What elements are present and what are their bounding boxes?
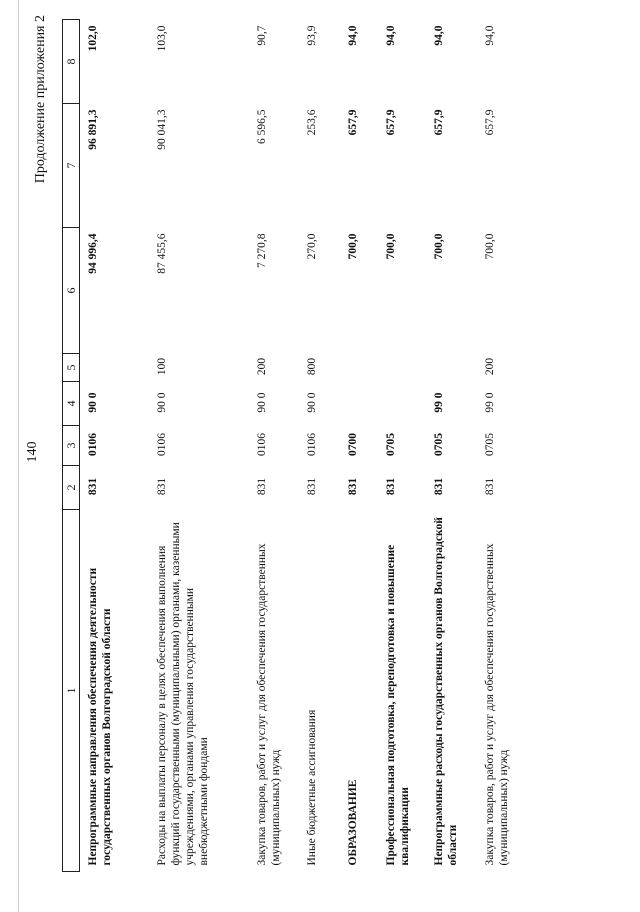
row-name: ОБРАЗОВАНИЕ xyxy=(347,779,359,866)
value-col6: 7 270,8 xyxy=(256,233,268,268)
ved-code: 831 xyxy=(347,477,359,496)
section-code: 0106 xyxy=(306,433,318,456)
target-code xyxy=(340,382,378,426)
page-number: 140 xyxy=(25,441,40,463)
header-cell: 5 xyxy=(63,354,80,382)
section-code: 0705 xyxy=(484,433,496,456)
row-name: Закупка товаров, работ и услуг для обеспечения государственных (муниципальных) нужд xyxy=(484,543,511,866)
expense-type-code xyxy=(80,354,150,382)
value-col6: 700,0 xyxy=(347,233,359,260)
value-col8: 94,0 xyxy=(385,25,397,46)
ved-code: 831 xyxy=(484,477,496,496)
expense-type-code xyxy=(378,354,426,382)
target-code xyxy=(378,382,426,426)
ved-code: 831 xyxy=(433,477,445,496)
header-cell: 6 xyxy=(63,228,80,354)
ved-code: 831 xyxy=(306,477,318,496)
value-col8: 93,9 xyxy=(306,25,318,46)
target-code: 90 0 xyxy=(306,392,318,413)
row-name: Профессиональная подготовка, переподготовка и повышение квалификации xyxy=(385,544,412,866)
value-col8: 90,7 xyxy=(256,25,268,46)
target-code: 90 0 xyxy=(87,392,99,413)
ved-code: 831 xyxy=(256,477,268,496)
row-name: Закупка товаров, работ и услуг для обеспечения государственных (муниципальных) нужд xyxy=(256,543,283,866)
target-code: 99 0 xyxy=(484,392,496,413)
value-col8: 94,0 xyxy=(347,25,359,46)
expense-type-code xyxy=(340,354,378,382)
value-col7: 657,9 xyxy=(484,109,496,136)
value-col6: 94 996,4 xyxy=(87,233,99,274)
expense-type-code: 200 xyxy=(484,357,496,376)
header-cell: 3 xyxy=(63,426,80,466)
table-row xyxy=(149,20,249,872)
value-col7: 657,9 xyxy=(347,109,359,136)
budget-table xyxy=(62,19,527,872)
header-cell: 2 xyxy=(63,466,80,510)
value-col8: 94,0 xyxy=(433,25,445,46)
value-col7: 96 891,3 xyxy=(87,109,99,150)
row-name: Иные бюджетные ассигнования xyxy=(306,709,318,866)
value-col6: 700,0 xyxy=(385,233,397,260)
ved-code: 831 xyxy=(385,477,397,496)
expense-type-code: 200 xyxy=(256,357,268,376)
ved-code: 831 xyxy=(87,477,99,496)
value-col7: 90 041,3 xyxy=(156,109,168,150)
value-col8: 94,0 xyxy=(484,25,496,46)
row-name: Расходы на выплаты персоналу в целях обеспечения выполнения функций государственными (муниципальными) органами, казенными учреждениями, органами управления государственными внебюджетными фондами xyxy=(156,522,211,866)
value-col6: 87 455,6 xyxy=(156,233,168,274)
section-code: 0106 xyxy=(156,433,168,456)
header-cell: 7 xyxy=(63,104,80,228)
value-col7: 253,6 xyxy=(306,109,318,136)
value-col7: 6 596,5 xyxy=(256,109,268,144)
section-code: 0705 xyxy=(385,433,397,456)
header-cell: 4 xyxy=(63,382,80,426)
ved-code: 831 xyxy=(156,477,168,496)
row-name: Непрограммные направления обеспечения деятельности государственных органов Волгоградской области xyxy=(87,567,114,866)
target-code: 90 0 xyxy=(156,392,168,413)
value-col8: 103,0 xyxy=(156,25,168,52)
expense-type-code xyxy=(426,354,477,382)
section-code: 0106 xyxy=(87,433,99,456)
value-col6: 270,0 xyxy=(306,233,318,260)
table-row xyxy=(340,20,378,872)
section-code: 0705 xyxy=(433,433,445,456)
table-row xyxy=(249,20,299,872)
header-cell: 1 xyxy=(63,510,80,872)
target-code: 90 0 xyxy=(256,392,268,413)
table-row xyxy=(378,20,426,872)
value-col7: 657,9 xyxy=(385,109,397,136)
table-row xyxy=(299,20,340,872)
table-header-row xyxy=(63,20,80,872)
row-name: Непрограммные расходы государственных органов Волгоградской области xyxy=(433,517,460,866)
value-col6: 700,0 xyxy=(484,233,496,260)
table-row xyxy=(80,20,150,872)
header-cell: 8 xyxy=(63,20,80,104)
table-row xyxy=(477,20,527,872)
section-code: 0700 xyxy=(347,433,359,456)
appendix-caption: Продолжение приложения 2 xyxy=(33,15,48,184)
section-code: 0106 xyxy=(256,433,268,456)
value-col8: 102,0 xyxy=(87,25,99,52)
target-code: 99 0 xyxy=(433,392,445,413)
value-col7: 657,9 xyxy=(433,109,445,136)
table-row xyxy=(426,20,477,872)
expense-type-code: 100 xyxy=(156,357,168,376)
value-col6: 700,0 xyxy=(433,233,445,260)
expense-type-code: 800 xyxy=(306,357,318,376)
